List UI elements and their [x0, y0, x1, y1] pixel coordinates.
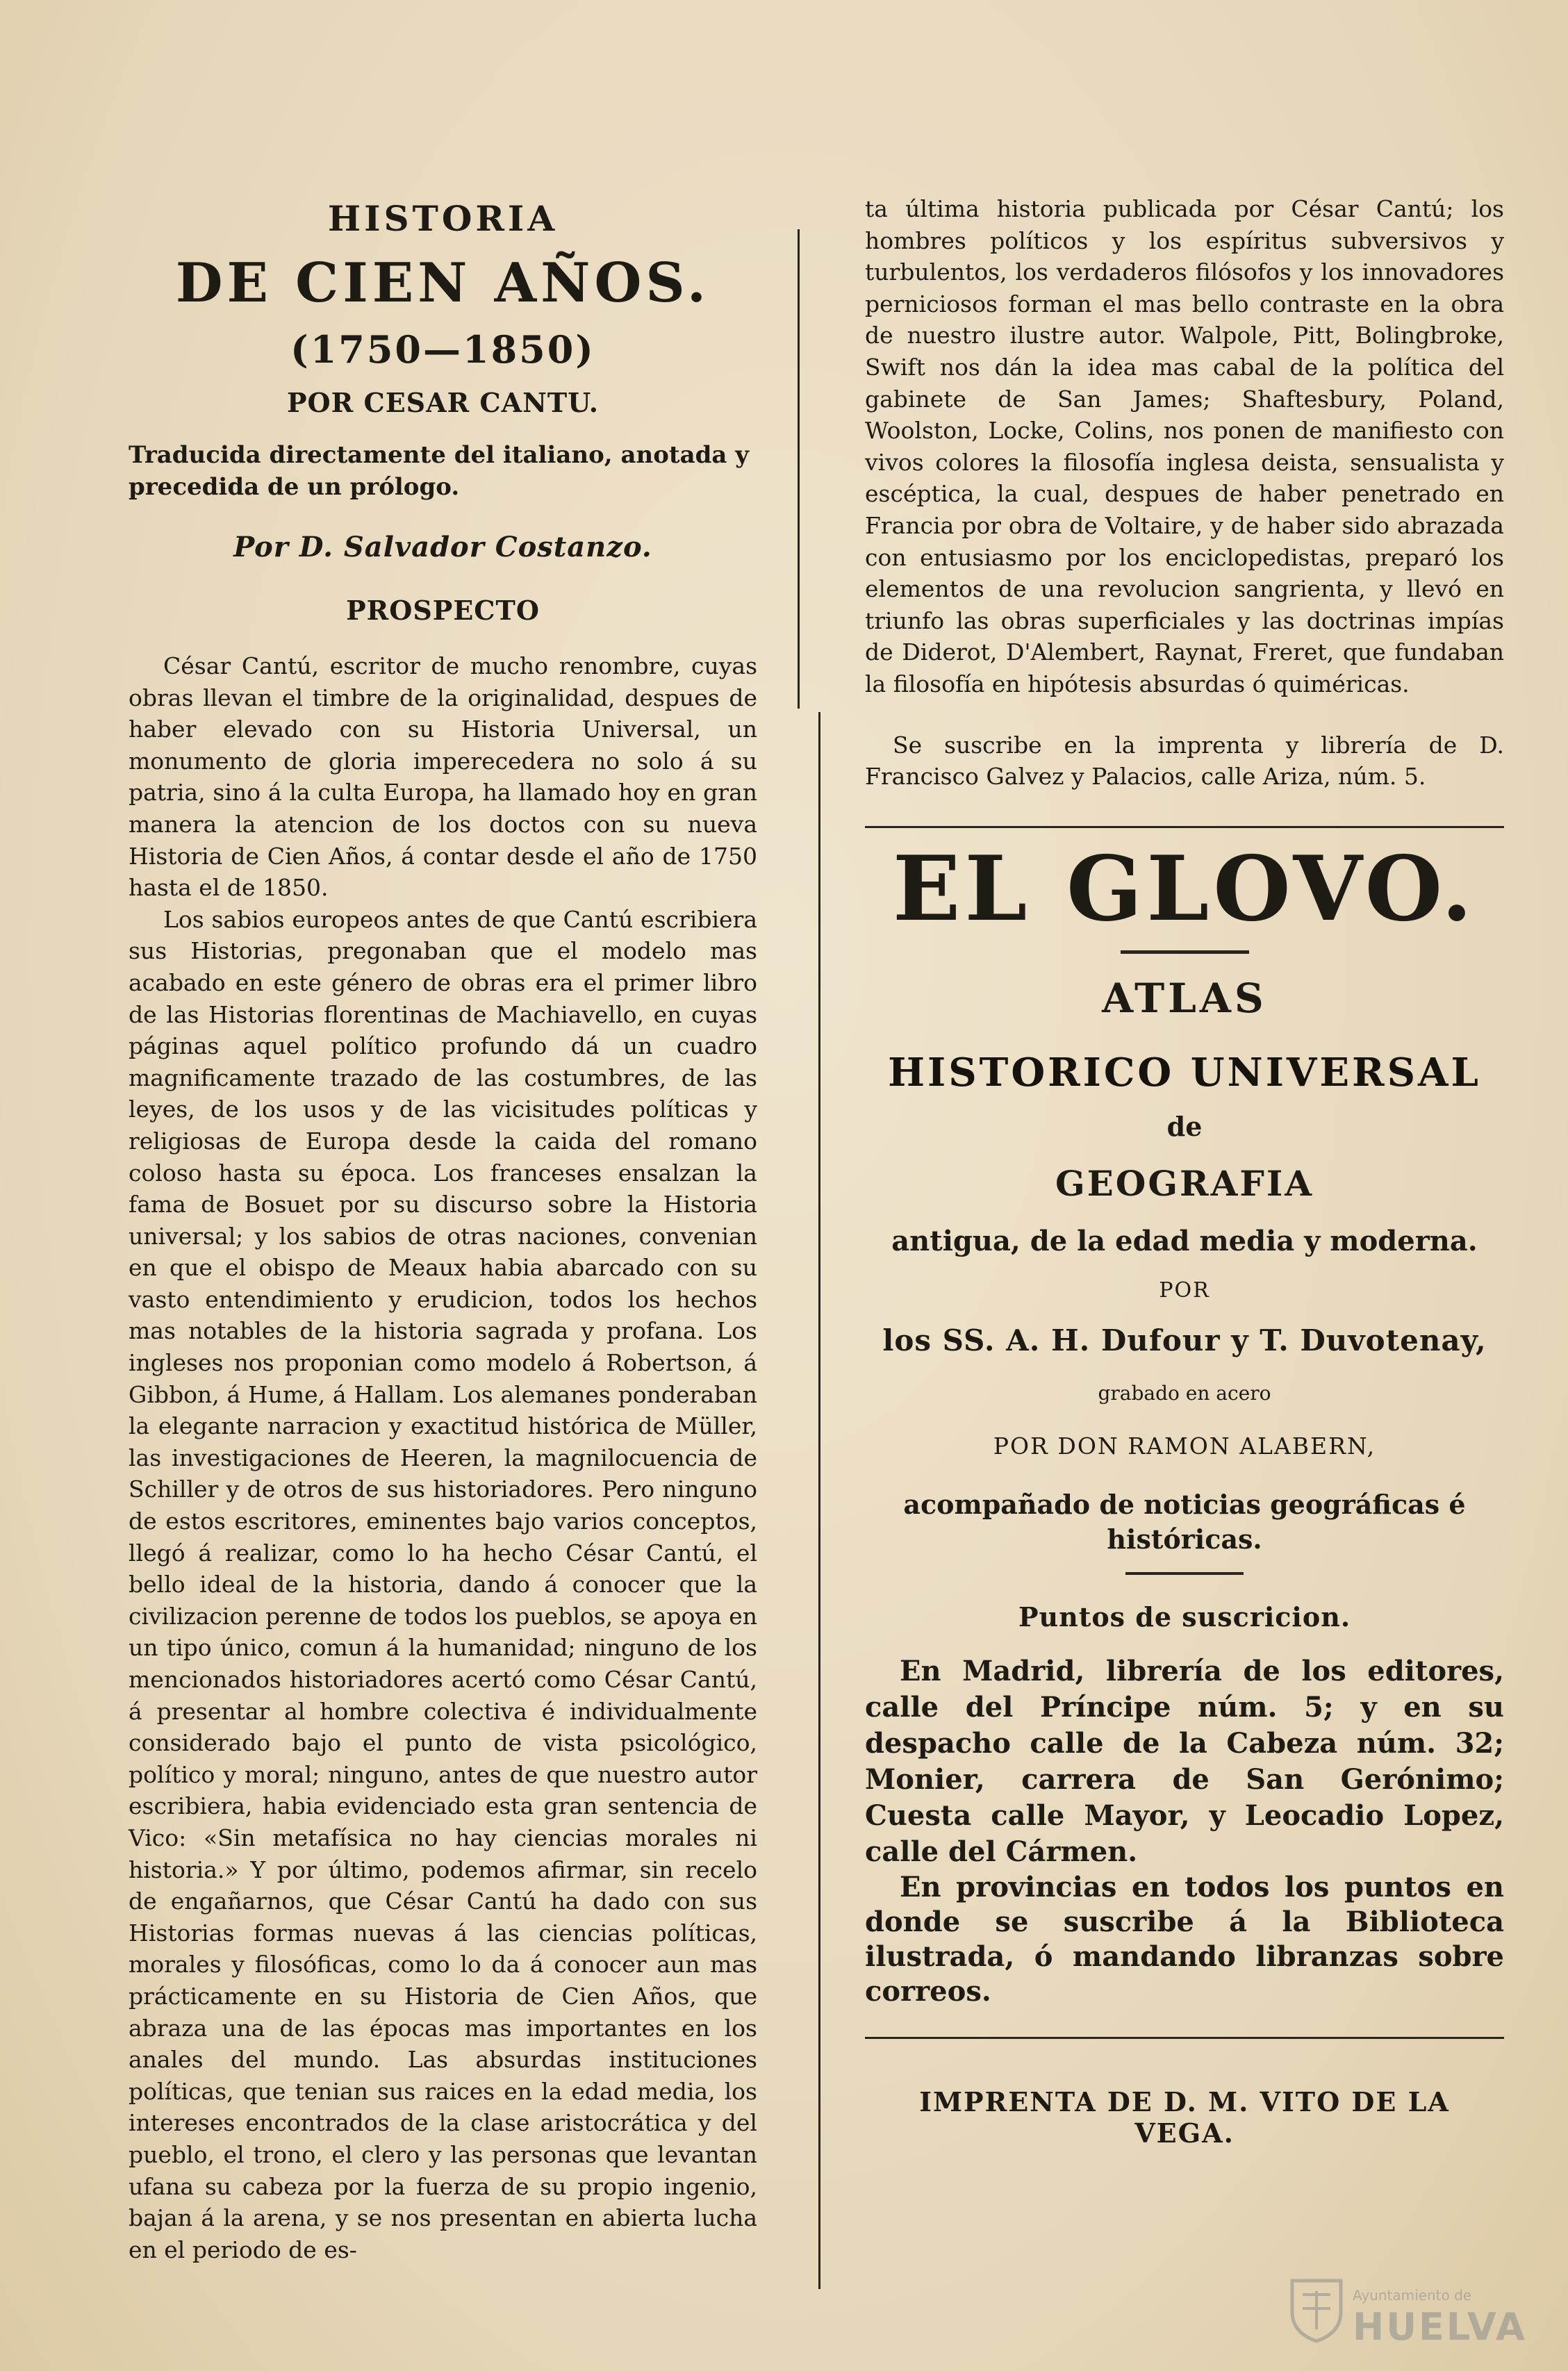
prospecto-paragraph-2: Los sabios europeos antes de que Cantú escribiera sus Historias, pregonaban que el modelo mas acabado en este género de obras era el primer libro de las Historias florentinas de Machiavello, en cuyas páginas aquel político profundo dá un cuadro magnificamente trazado de las costumbres, de las leyes, de los usos y de las vicisitudes políticas y religiosas de Europa desde la caida del romano coloso hasta su época. Los franceses ensalzan la fama de Bosuet por su discurso sobre la Historia universal; y los sabios de otras naciones, convenian en que el obispo de Meaux habia abarcado con su vasto entendimiento y erudicion, todos los hechos mas notables de la historia sagrada y profana. Los ingleses nos proponian como modelo á Robertson, á Gibbon, á Hume, á Hallam. Los alemanes ponderaban la elegante narracion y exactitud histórica de Müller, las investigaciones de Heeren, la magnilocuencia de Schiller y de otros de sus historiadores. Pero ninguno de estos escritores, eminentes bajo varios conceptos, llegó á realizar, como lo ha hecho César Cantú, el bello ideal de la historia, dando á conocer que la civilizacion perenne de todos los pueblos, se apoya en un tipo único, comun á la humanidad; ninguno de los mencionados historiadores acertó como César Cantú, á presentar al hombre colectiva é individualmente considerado bajo el punto de vista psicológico, político y moral; ninguno, antes de que nuestro autor escribiera, habia evidenciado esta gran sentencia de Vico: «Sin metafísica no hay ciencias morales ni historia.» Y por último, podemos afirmar, sin recelo de engañarnos, que César Cantú ha dado con sus Historias formas nuevas á las ciencias políticas, morales y filosóficas, como lo da á conocer aun mas prácticamente en su Historia de Cien Años, que abraza una de las épocas mas importantes en los anales del mundo. Las absurdas instituciones políticas, que tenian sus raices en la edad media, los intereses encontrados de la clase aristocrática y del pueblo, el trono, el clero y las personas que levantan ufana su cabeza por la fuerza de su propio ingenio, bajan á la arena, y se nos presentan en abierta lucha en el periodo de es-: [129, 905, 757, 2263]
provincias-subscription: En provincias en todos los puntos en donde se suscribe á la Biblioteca ilustrada, ó mandando libranzas sobre correos.: [865, 1870, 1504, 2008]
engraver-name: POR DON RAMON ALABERN,: [993, 1432, 1376, 1460]
watermark-big-text: HUELVA: [1353, 2305, 1527, 2349]
watermark-small-text: Ayuntamiento de: [1353, 2287, 1472, 2304]
grabado-note: grabado en acero: [1098, 1381, 1271, 1405]
short-rule: [1121, 950, 1249, 954]
acompanado-note: acompañado de noticias geográficas é históricas.: [903, 1488, 1466, 1555]
huelva-watermark: [1289, 2277, 1546, 2354]
subscription-note: Se suscribe en la imprenta y librería de D. Francisco Galvez y Palacios, calle Ariza, núm. 5.: [865, 731, 1504, 791]
el-glovo-title: EL GLOVO.: [892, 836, 1477, 941]
puntos-heading: Puntos de suscricion.: [1018, 1601, 1351, 1633]
edad-subtitle: antigua, de la edad media y moderna.: [891, 1224, 1478, 1257]
imprenta-footer: IMPRENTA DE D. M. VITO DE LA VEGA.: [919, 2085, 1450, 2149]
cien-anos-title: DE CIEN AÑOS.: [175, 251, 711, 315]
prospecto-paragraph-1: César Cantú, escritor de mucho renombre, cuyas obras llevan el timbre de la originalidad, despues de haber elevado con su Historia Universal, un monumento de gloria imperecedera no solo á su patria, sino á la culta Europa, ha llamado hoy en gran manera la atencion de los doctos con su nueva Historia de Cien Años, á contar desde el año de 1750 hasta el de 1850.: [129, 652, 757, 902]
column-divider-upper: [798, 229, 800, 709]
por-label: POR: [1159, 1278, 1210, 1303]
prospecto-heading: PROSPECTO: [346, 595, 540, 626]
right-column: [865, 193, 1504, 2149]
shield-icon: [1289, 2277, 1344, 2343]
atlas-heading: ATLAS: [1102, 974, 1267, 1022]
translator-name: Por D. Salvador Costanzo.: [233, 531, 652, 563]
de-word: de: [1166, 1110, 1203, 1142]
prospecto-continuation: ta última historia publicada por César Cantú; los hombres políticos y los espíritus subversivos y turbulentos, los verdaderos filósofos y los innovadores perniciosos forman el mas bello contraste en la obra de nuestro ilustre autor. Walpole, Pitt, Bolingbroke, Swift nos dán la idea mas cabal de la política del gabinete de San James; Shaftesbury, Poland, Woolston, Locke, Colins, nos ponen de manifiesto con vivos colores la filosofía inglesa deista, sensualista y escéptica, la cual, despues de haber penetrado en Francia por obra de Voltaire, y de haber sido abrazada con entusiasmo por los enciclopedistas, preparó los elementos de una revolucion sangrienta, y llevó en triunfo las obras superficiales y las doctrinas impías de Diderot, D'Alembert, Raynat, Freret, que fundaban la filosofía en hipótesis absurdas ó quiméricas.: [865, 195, 1504, 697]
short-rule-2: [1125, 1572, 1244, 1575]
translation-note: Traducida directamente del italiano, anotada y precedida de un prólogo.: [129, 441, 749, 501]
author-byline: POR CESAR CANTU.: [286, 387, 600, 418]
years-range: (1750—1850): [290, 327, 595, 372]
historia-title: HISTORIA: [327, 198, 559, 239]
madrid-subscription-points: En Madrid, librería de los editores, calle del Príncipe núm. 5; y en su despacho calle de la Cabeza núm. 32; Monier, carrera de San Gerónimo; Cuesta calle Mayor, y Leocadio Lopez, calle del Cármen.: [865, 1654, 1504, 1868]
bottom-rule: [865, 2037, 1504, 2039]
column-divider-lower: [818, 712, 820, 2289]
left-column: [129, 188, 757, 2265]
geografia-heading: GEOGRAFIA: [1055, 1162, 1314, 1204]
atlas-authors: los SS. A. H. Dufour y T. Duvotenay,: [882, 1323, 1487, 1357]
historico-universal-heading: HISTORICO UNIVERSAL: [888, 1049, 1481, 1096]
section-rule: [865, 826, 1504, 828]
